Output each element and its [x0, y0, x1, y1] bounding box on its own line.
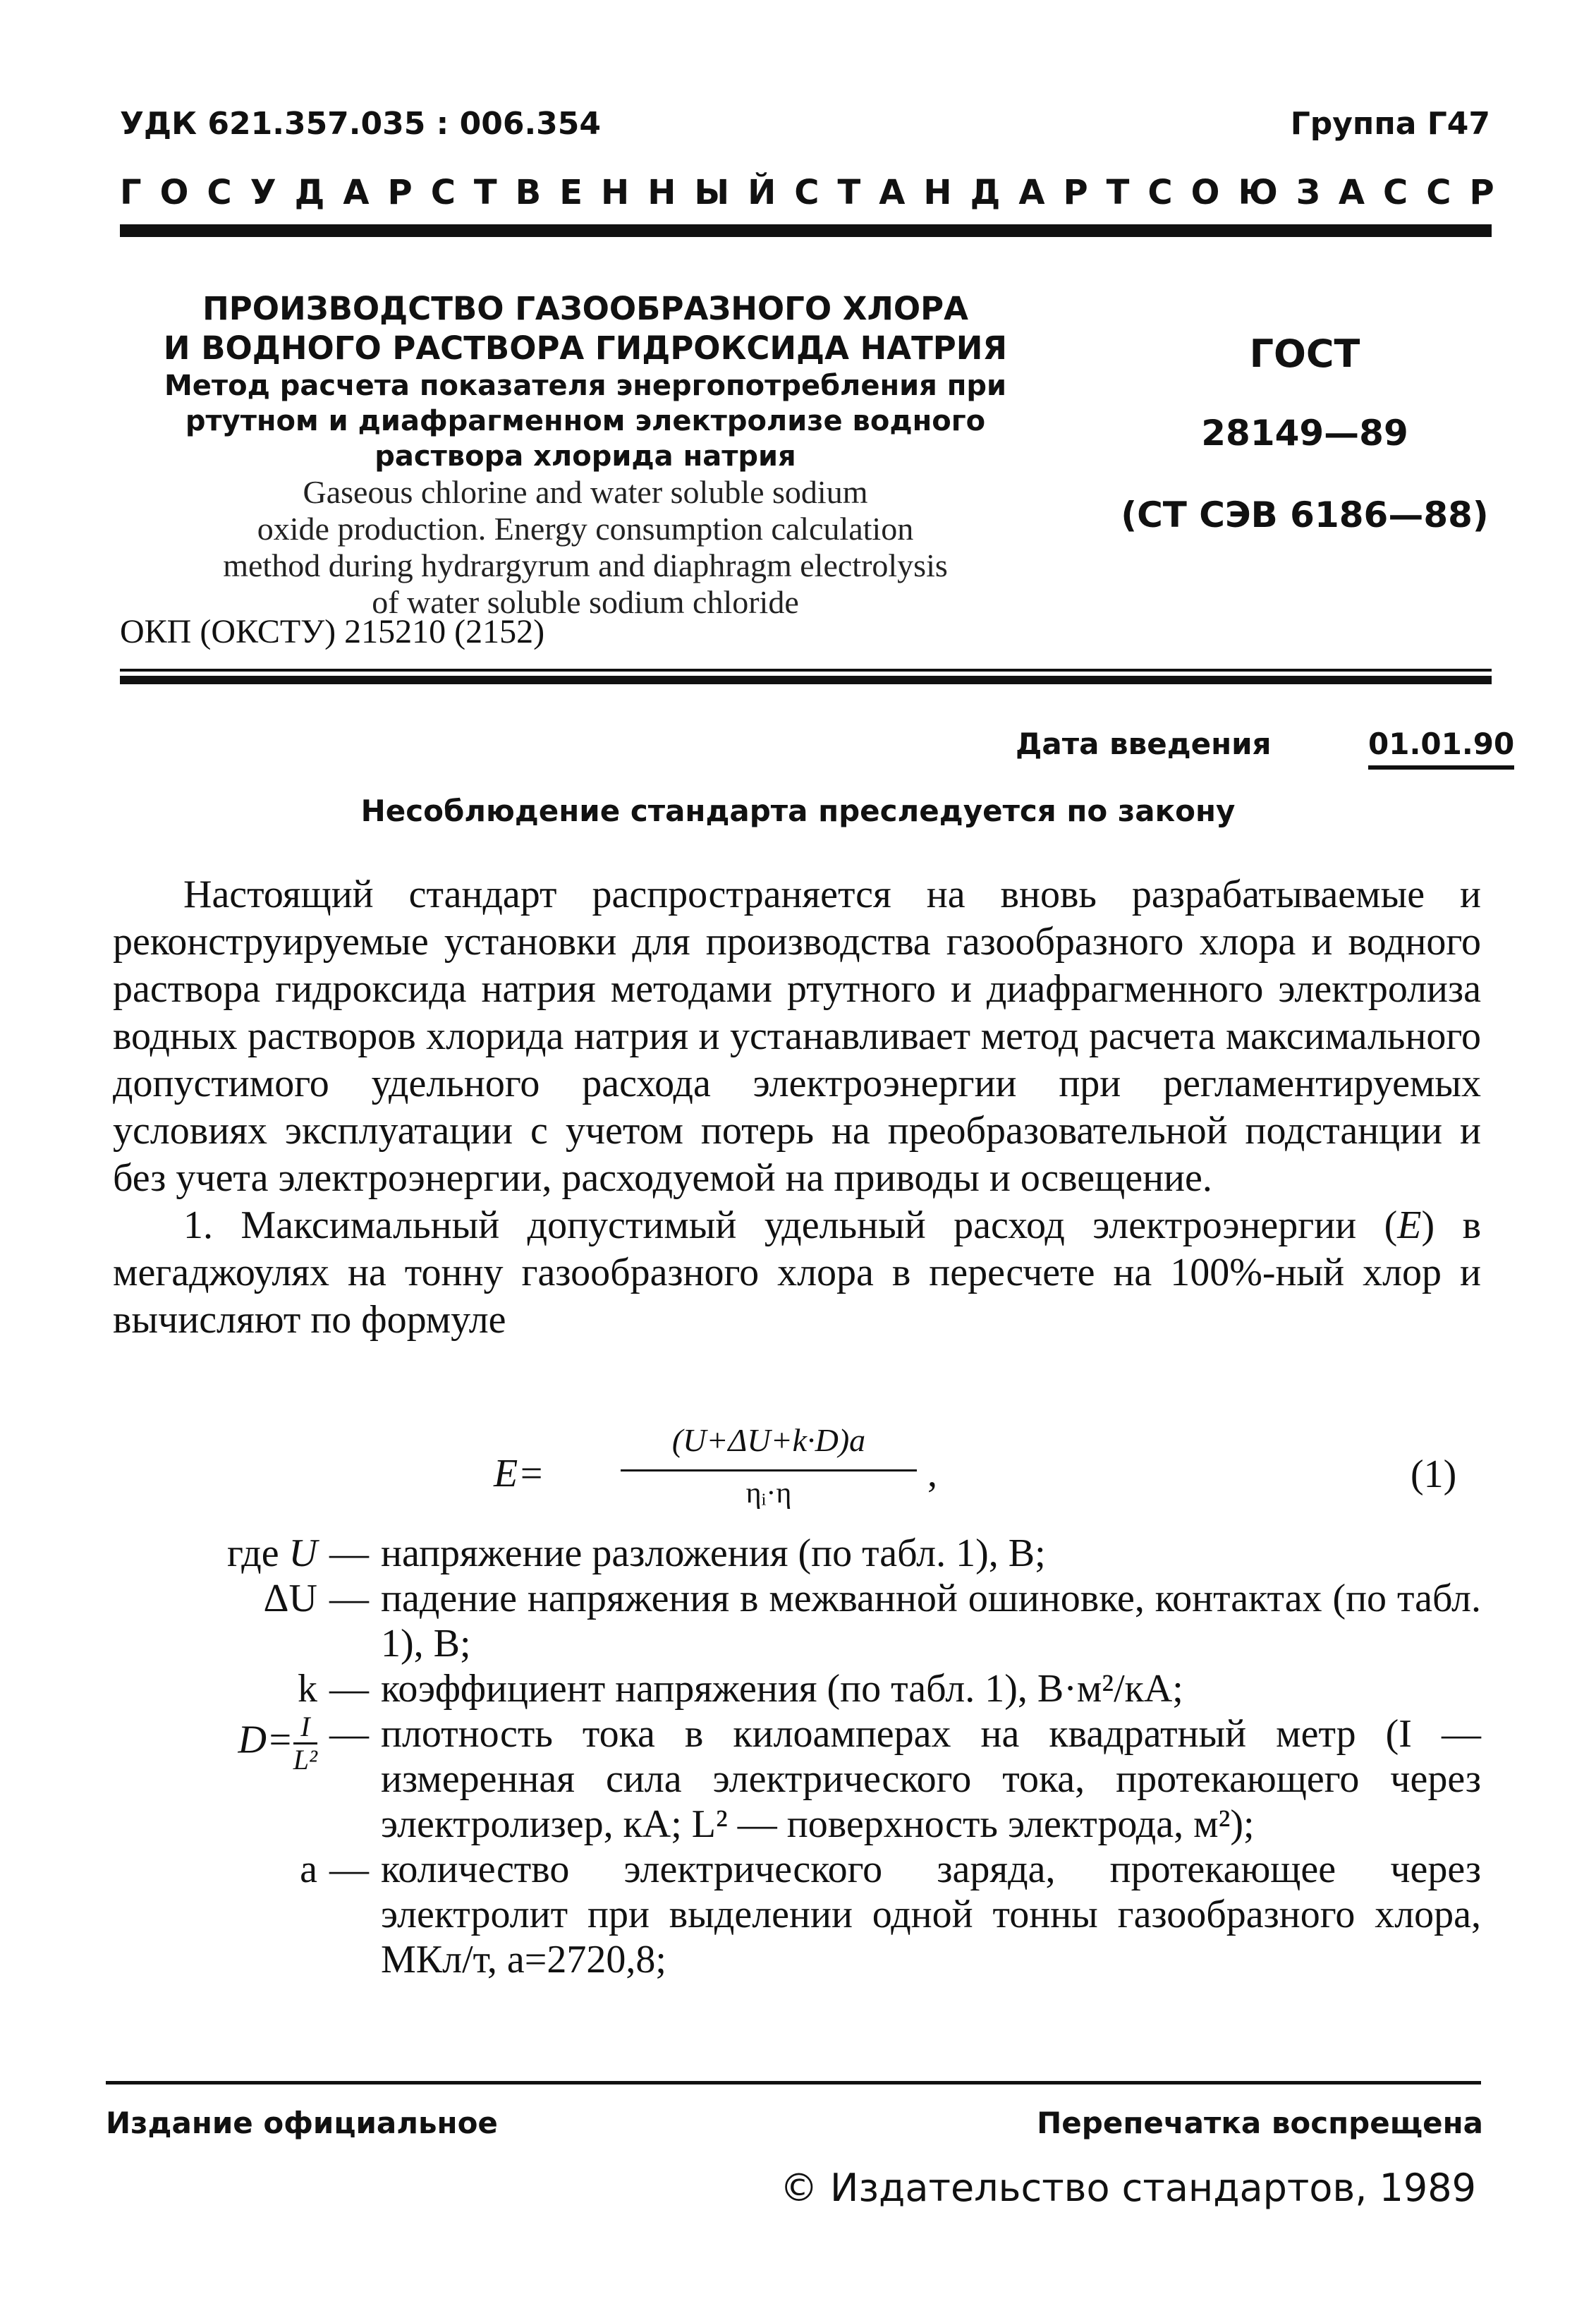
formula-fraction-bar: [621, 1469, 917, 1471]
definition-k-text: коэффициент напряжения (по табл. 1), В·м²/кА;: [381, 1667, 1183, 1711]
dash: —: [329, 1531, 369, 1575]
formula-1: [494, 1421, 1199, 1520]
symbol-d: D=: [238, 1718, 293, 1762]
formula-comma: ,: [927, 1452, 937, 1495]
definition-a-text: количество электрического заряда, протекающее через электролит при выделении одной тонны газообразного хлора, МКл/т, a=2720,8;: [381, 1847, 1481, 1982]
d-fraction-numerator: I: [293, 1711, 317, 1744]
title-line-2: И ВОДНОГО РАСТВОРА ГИДРОКСИДА НАТРИЯ: [163, 329, 1008, 367]
d-fraction-denominator: L²: [293, 1744, 317, 1776]
where-word: где: [227, 1531, 279, 1575]
english-title-line-1: Gaseous chlorine and water soluble sodium: [303, 474, 868, 510]
banner-word-4: ССР: [1383, 173, 1513, 212]
banner-word-3: СОЮЗА: [1147, 173, 1384, 212]
formula-lhs: E=: [494, 1452, 544, 1495]
body-text: [113, 871, 1481, 1344]
clause-1-var: E: [1397, 1203, 1422, 1247]
title-line-1: ПРОИЗВОДСТВО ГАЗООБРАЗНОГО ХЛОРА: [202, 290, 968, 327]
definition-u-text: напряжение разложения (по табл. 1), В;: [381, 1531, 1046, 1575]
method-line-1: Метод расчета показателя энергопотребления при: [164, 370, 1007, 402]
reprint-note: Перепечатка воспрещена: [1037, 2106, 1483, 2140]
gost-number: 28149—89: [1201, 413, 1408, 454]
symbol-delta-u: ΔU: [263, 1577, 317, 1620]
definitions: [106, 1531, 1481, 1982]
symbol-a: a: [300, 1847, 317, 1891]
clause-1-end: ) в мегаджоулях на тонну газообразного хлора в пересчете на 100%-ный хлор и вычисляют по формуле: [113, 1203, 1482, 1342]
copyright-note: © Издательство стандартов, 1989: [779, 2166, 1476, 2210]
clause-1-start: 1. Максимальный допустимый удельный расход электроэнергии (: [183, 1203, 1398, 1247]
symbol-k: k: [298, 1667, 317, 1711]
banner-word-2: СТАНДАРТ: [794, 173, 1148, 212]
footer-rule: [106, 2081, 1481, 2084]
definition-u: [106, 1531, 1481, 1576]
header-rule: [120, 224, 1492, 237]
state-standard-banner: [120, 173, 1513, 212]
english-title-line-4: of water soluble sodium chloride: [372, 584, 799, 620]
definition-d-text: плотность тока в килоамперах на квадратный метр (I — измеренная сила электрического тока, протекающего через электролизер, кА; L² — поверхность электрода, м²);: [381, 1712, 1481, 1846]
udk-code: УДК 621.357.035 : 006.354: [120, 106, 601, 142]
definition-delta-u: [106, 1576, 1481, 1666]
dash: —: [329, 1712, 369, 1756]
definition-delta-u-text: падение напряжения в межванной ошиновке, контактах (по табл. 1), В;: [381, 1577, 1481, 1665]
gost-label: ГОСТ: [1249, 332, 1360, 376]
dash: —: [329, 1667, 369, 1711]
dash: —: [329, 1577, 369, 1620]
title-rule-bottom: [120, 676, 1492, 684]
method-line-2: ртутном и диафрагменном электролизе водного: [185, 405, 986, 437]
symbol-u: U: [288, 1531, 317, 1575]
formula-numerator: (U+ΔU+k·D)a: [671, 1422, 866, 1458]
definition-a: [106, 1847, 1481, 1982]
group-code: Группа Г47: [1290, 106, 1490, 142]
intro-paragraph: Настоящий стандарт распространяется на вновь разрабатываемые и реконструируемые установки для производства газообразного хлора и водного раствора гидроксида натрия методами ртутного и диафрагменного электролиза водных растворов хлорида натрия и устанавливает метод расчета максимального допустимого удельного расхода электроэнергии при регламентируемых условиях эксплуатации с учетом потерь на преобразовательной подстанции и без учета электроэнергии, расходуемой на приводы и освещение.: [113, 873, 1481, 1200]
definition-k: [106, 1666, 1481, 1711]
date-label: Дата введения: [1016, 727, 1272, 761]
english-title-line-3: method during hydrargyrum and diaphragm electrolysis: [223, 547, 948, 583]
edition-note: Издание официальное: [106, 2106, 498, 2140]
date-value: 01.01.90: [1368, 727, 1514, 770]
formula-number: (1): [1411, 1452, 1457, 1496]
title-block: [113, 289, 1058, 621]
english-title-line-2: oxide production. Energy consumption calculation: [257, 511, 914, 547]
d-fraction: [293, 1711, 317, 1776]
banner-word-1: ГОСУДАРСТВЕННЫЙ: [120, 173, 795, 212]
cmea-number: (СТ СЭВ 6186—88): [1121, 494, 1489, 535]
definition-d: [106, 1711, 1481, 1847]
dash: —: [329, 1847, 369, 1891]
title-rule-top: [120, 669, 1492, 672]
okp-code: ОКП (ОКСТУ) 215210 (2152): [120, 613, 545, 650]
gost-block: [1107, 332, 1502, 535]
formula-denominator: ηᵢ·η: [745, 1477, 792, 1510]
law-notice: Несоблюдение стандарта преследуется по закону: [360, 794, 1236, 828]
method-line-3: раствора хлорида натрия: [374, 440, 796, 473]
clause-1: [113, 1202, 1481, 1344]
